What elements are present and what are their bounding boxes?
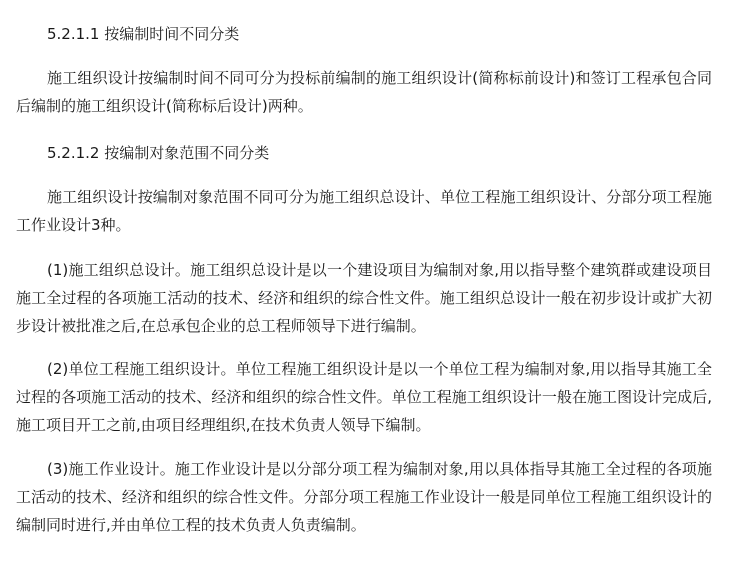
paragraph-overall-design: (1)施工组织总设计。施工组织总设计是以一个建设项目为编制对象,用以指导整个建筑群或建设项目施工全过程的各项施工活动的技术、经济和组织的综合性文件。施工组织总设计一般在初步设计或扩大初步设计被批准之后,在总承包企业的总工程师领导下进行编制。 <box>16 261 712 335</box>
section-heading-5-2-1-1: 5.2.1.1 按编制时间不同分类 <box>47 25 240 43</box>
paragraph-unit-project-design: (2)单位工程施工组织设计。单位工程施工组织设计是以一个单位工程为编制对象,用以指导其施工全过程的各项施工活动的技术、经济和组织的综合性文件。单位工程施工组织设计一般在施工图设计完成后,施工项目开工之前,由项目经理组织,在技术负责人领导下编制。 <box>16 360 712 434</box>
paragraph-by-scope: 施工组织设计按编制对象范围不同可分为施工组织总设计、单位工程施工组织设计、分部分项工程施工作业设计3种。 <box>16 188 712 234</box>
paragraph-by-time: 施工组织设计按编制时间不同可分为投标前编制的施工组织设计(简称标前设计)和签订工程承包合同后编制的施工组织设计(简称标后设计)两种。 <box>16 69 712 115</box>
paragraph-work-design: (3)施工作业设计。施工作业设计是以分部分项工程为编制对象,用以具体指导其施工全过程的各项施工活动的技术、经济和组织的综合性文件。分部分项工程施工作业设计一般是同单位工程施工组织设计的编制同时进行,并由单位工程的技术负责人负责编制。 <box>16 460 712 534</box>
section-heading-5-2-1-2: 5.2.1.2 按编制对象范围不同分类 <box>47 144 270 162</box>
